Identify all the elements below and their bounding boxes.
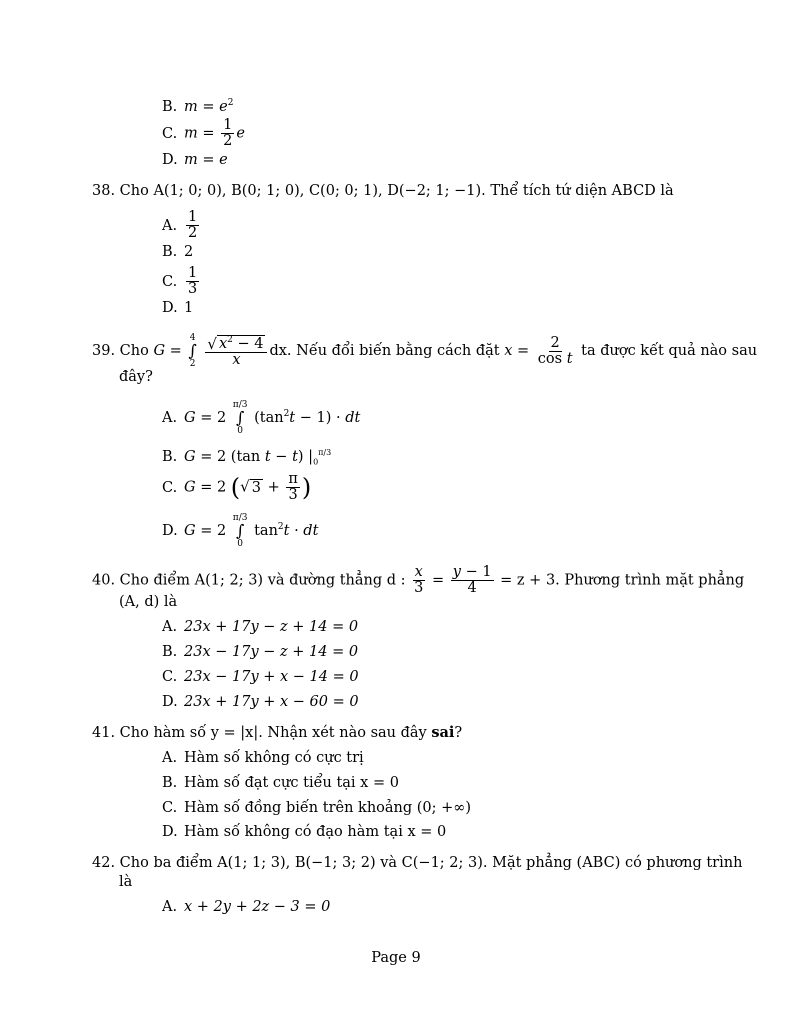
q40-option-d: D. 23x + 17y + x − 60 = 0 [162,694,359,710]
question-39: 39. Cho G = 4 ∫ 2 $\frac{√ x^2 - 4}{x}$ dx. Nếu đổi biến bằng cách đặt x = $\frac{2}{\text{cos t}}$ ta được kết quả nào sau [92,333,758,369]
integral-sign: π/3 ∫ 0 [232,513,248,549]
page-number: Page 9 [371,950,421,966]
q38-option-a: A. $\frac{1}{2}$ [162,209,198,241]
q38-option-c: C. $\frac{1}{3}$ [162,265,198,297]
q39-option-b: B. G = 2 (tan t − t) $|_0^{\pi/3}$ [162,448,332,467]
question-42-line2: là [119,874,133,890]
q41-option-b: B. Hàm số đạt cực tiểu tại x = 0 [162,775,399,791]
q38-option-d: D. 1 [162,300,194,316]
fraction: $\frac{\pi}{3}$ [288,471,298,503]
question-40: 40. Cho điểm A(1; 2; 3) và đường thẳng d : $\frac{x}{3}$ = $\frac{y - 1}{4}$ = z + 3. Phương trình mặt phẳng [92,564,745,596]
q41-option-d: D. Hàm số không có đạo hàm tại x = 0 [162,824,447,840]
fraction: $\frac{2}{\text{cos t}}$ [537,334,573,367]
q42-option-a: A. x + 2y + 2z − 3 = 0 [162,899,331,915]
question-40-line2: (A, d) là [119,594,178,610]
integral-sign: 4 ∫ 2 [188,333,197,369]
q40-option-a: A. 23x + 17y − z + 14 = 0 [162,619,359,635]
q37-option-c: C. m = $\frac{1}{2}$ e [162,117,245,149]
question-38-text: Cho A(1; 0; 0), B(0; 1; 0), C(0; 0; 1), D(−2; 1; −1). Thể tích tứ diện ABCD là [119,183,674,199]
fraction: $\frac{1}{3}$ [188,265,198,297]
q38-option-b: B. 2 [162,244,194,260]
fraction: $\frac{x}{3}$ [414,564,424,596]
integral-sign: π/3 ∫ 0 [232,400,248,436]
fraction: $\frac{y - 1}{4}$ [452,564,492,596]
fraction: $\frac{1}{2}$ [188,209,198,241]
q40-option-b: B. 23x − 17y − z + 14 = 0 [162,644,359,660]
q41-option-c: C. Hàm số đồng biến trên khoảng (0; +∞) [162,800,472,816]
question-42: 42. Cho ba điểm A(1; 1; 3), B(−1; 3; 2) và C(−1; 2; 3). Mặt phẳng (ABC) có phương trình [92,855,743,871]
question-39-line2: đây? [119,369,153,385]
q40-option-c: C. 23x − 17y + x − 14 = 0 [162,669,359,685]
q39-option-d: D. G = 2 π/3 ∫ 0 $\tan^2t$ · dt [162,513,319,549]
question-41: 41. Cho hàm số y = |x|. Nhận xét nào sau đây sai? [92,724,463,741]
q39-option-a: A. G = 2 π/3 ∫ 0 $(\tan^2t - 1)$ · dt [162,400,361,436]
fraction: $\frac{√ x^2 - 4}{x}$ [205,334,267,369]
fraction: $\frac{1}{2}$ [223,117,233,149]
q39-option-c: C. G = 2 (√ 3 + $\frac{\pi}{3}$ ) [162,471,312,503]
q37-option-b: B. $m = e^2$ [162,98,234,115]
q37-option-d: D. m = e [162,152,228,168]
q41-option-a: A. Hàm số không có cực trị [162,750,364,766]
question-38: 38. Cho A(1; 0; 0), B(0; 1; 0), C(0; 0; 1), D(−2; 1; −1). Thể tích tứ diện ABCD là [92,183,674,199]
